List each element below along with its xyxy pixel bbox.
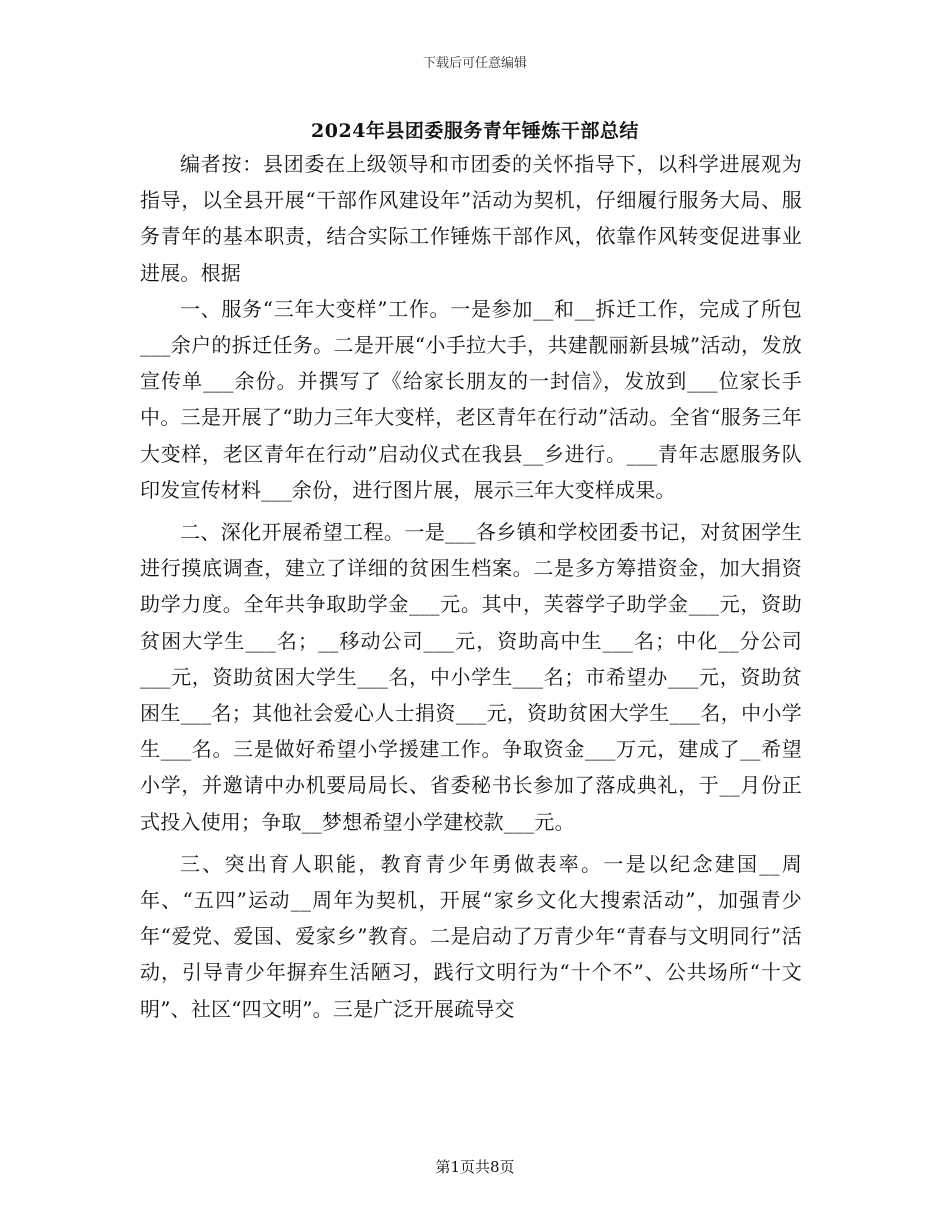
paragraph-section-2: 二、深化开展希望工程。一是___各乡镇和学校团委书记，对贫困学生进行摸底调查，建立了详细的贫困生档案。二是多方筹措资金，加大捐资助学力度。全年共争取助学金___元。其中，芙蓉学子助学金___元，资助贫困大学生___名；__移动公司___元，资助高中生___名；中化__分公司___元，资助贫困大学生___名，中小学生___名；市希望办___元，资助贫困生___名；其他社会爱心人士捐资___元，资助贫困大学生___名，中小学生___名。三是做好希望小学援建工作。争取资金___万元，建成了__希望小学，并邀请中办机要局局长、省委秘书长参加了落成典礼，于__月份正式投入使用；争取__梦想希望小学建校款___元。 (140, 520, 802, 834)
paragraph-editor-note: 编者按：县团委在上级领导和市团委的关怀指导下，以科学进展观为指导，以全县开展“干部作风建设年”活动为契机，仔细履行服务大局、服务青年的基本职责，结合实际工作锤炼干部作风，依靠作风转变促进事业进展。根据 (140, 152, 802, 285)
document-body (140, 146, 802, 1027)
page-footer: 第1页共8页 (435, 1158, 515, 1176)
header-note: 下载后可任意编辑 (422, 56, 527, 71)
document-title: 2024年县团委服务青年锤炼干部总结 (311, 120, 639, 142)
paragraph-section-1: 一、服务“三年大变样”工作。一是参加__和__拆迁工作，完成了所包___余户的拆迁任务。二是开展“小手拉大手，共建靓丽新县城”活动，发放宣传单___余份。并撰写了《给家长朋友的一封信》，发放到___位家长手中。三是开展了“助力三年大变样，老区青年在行动”活动。全省“服务三年大变样，老区青年在行动”启动仪式在我县__乡进行。___青年志愿服务队印发宣传材料___余份，进行图片展，展示三年大变样成果。 (140, 296, 802, 502)
paragraph-section-3: 三、突出育人职能，教育青少年勇做表率。一是以纪念建国__周年、“五四”运动__周年为契机，开展“家乡文化大搜索活动”，加强青少年“爱党、爱国、爱家乡”教育。二是启动了万青少年“青春与文明同行”活动，引导青少年摒弃生活陋习，践行文明行为“十个不”、公共场所“十文明”、社区“四文明”。三是广泛开展疏导交 (140, 851, 802, 1021)
